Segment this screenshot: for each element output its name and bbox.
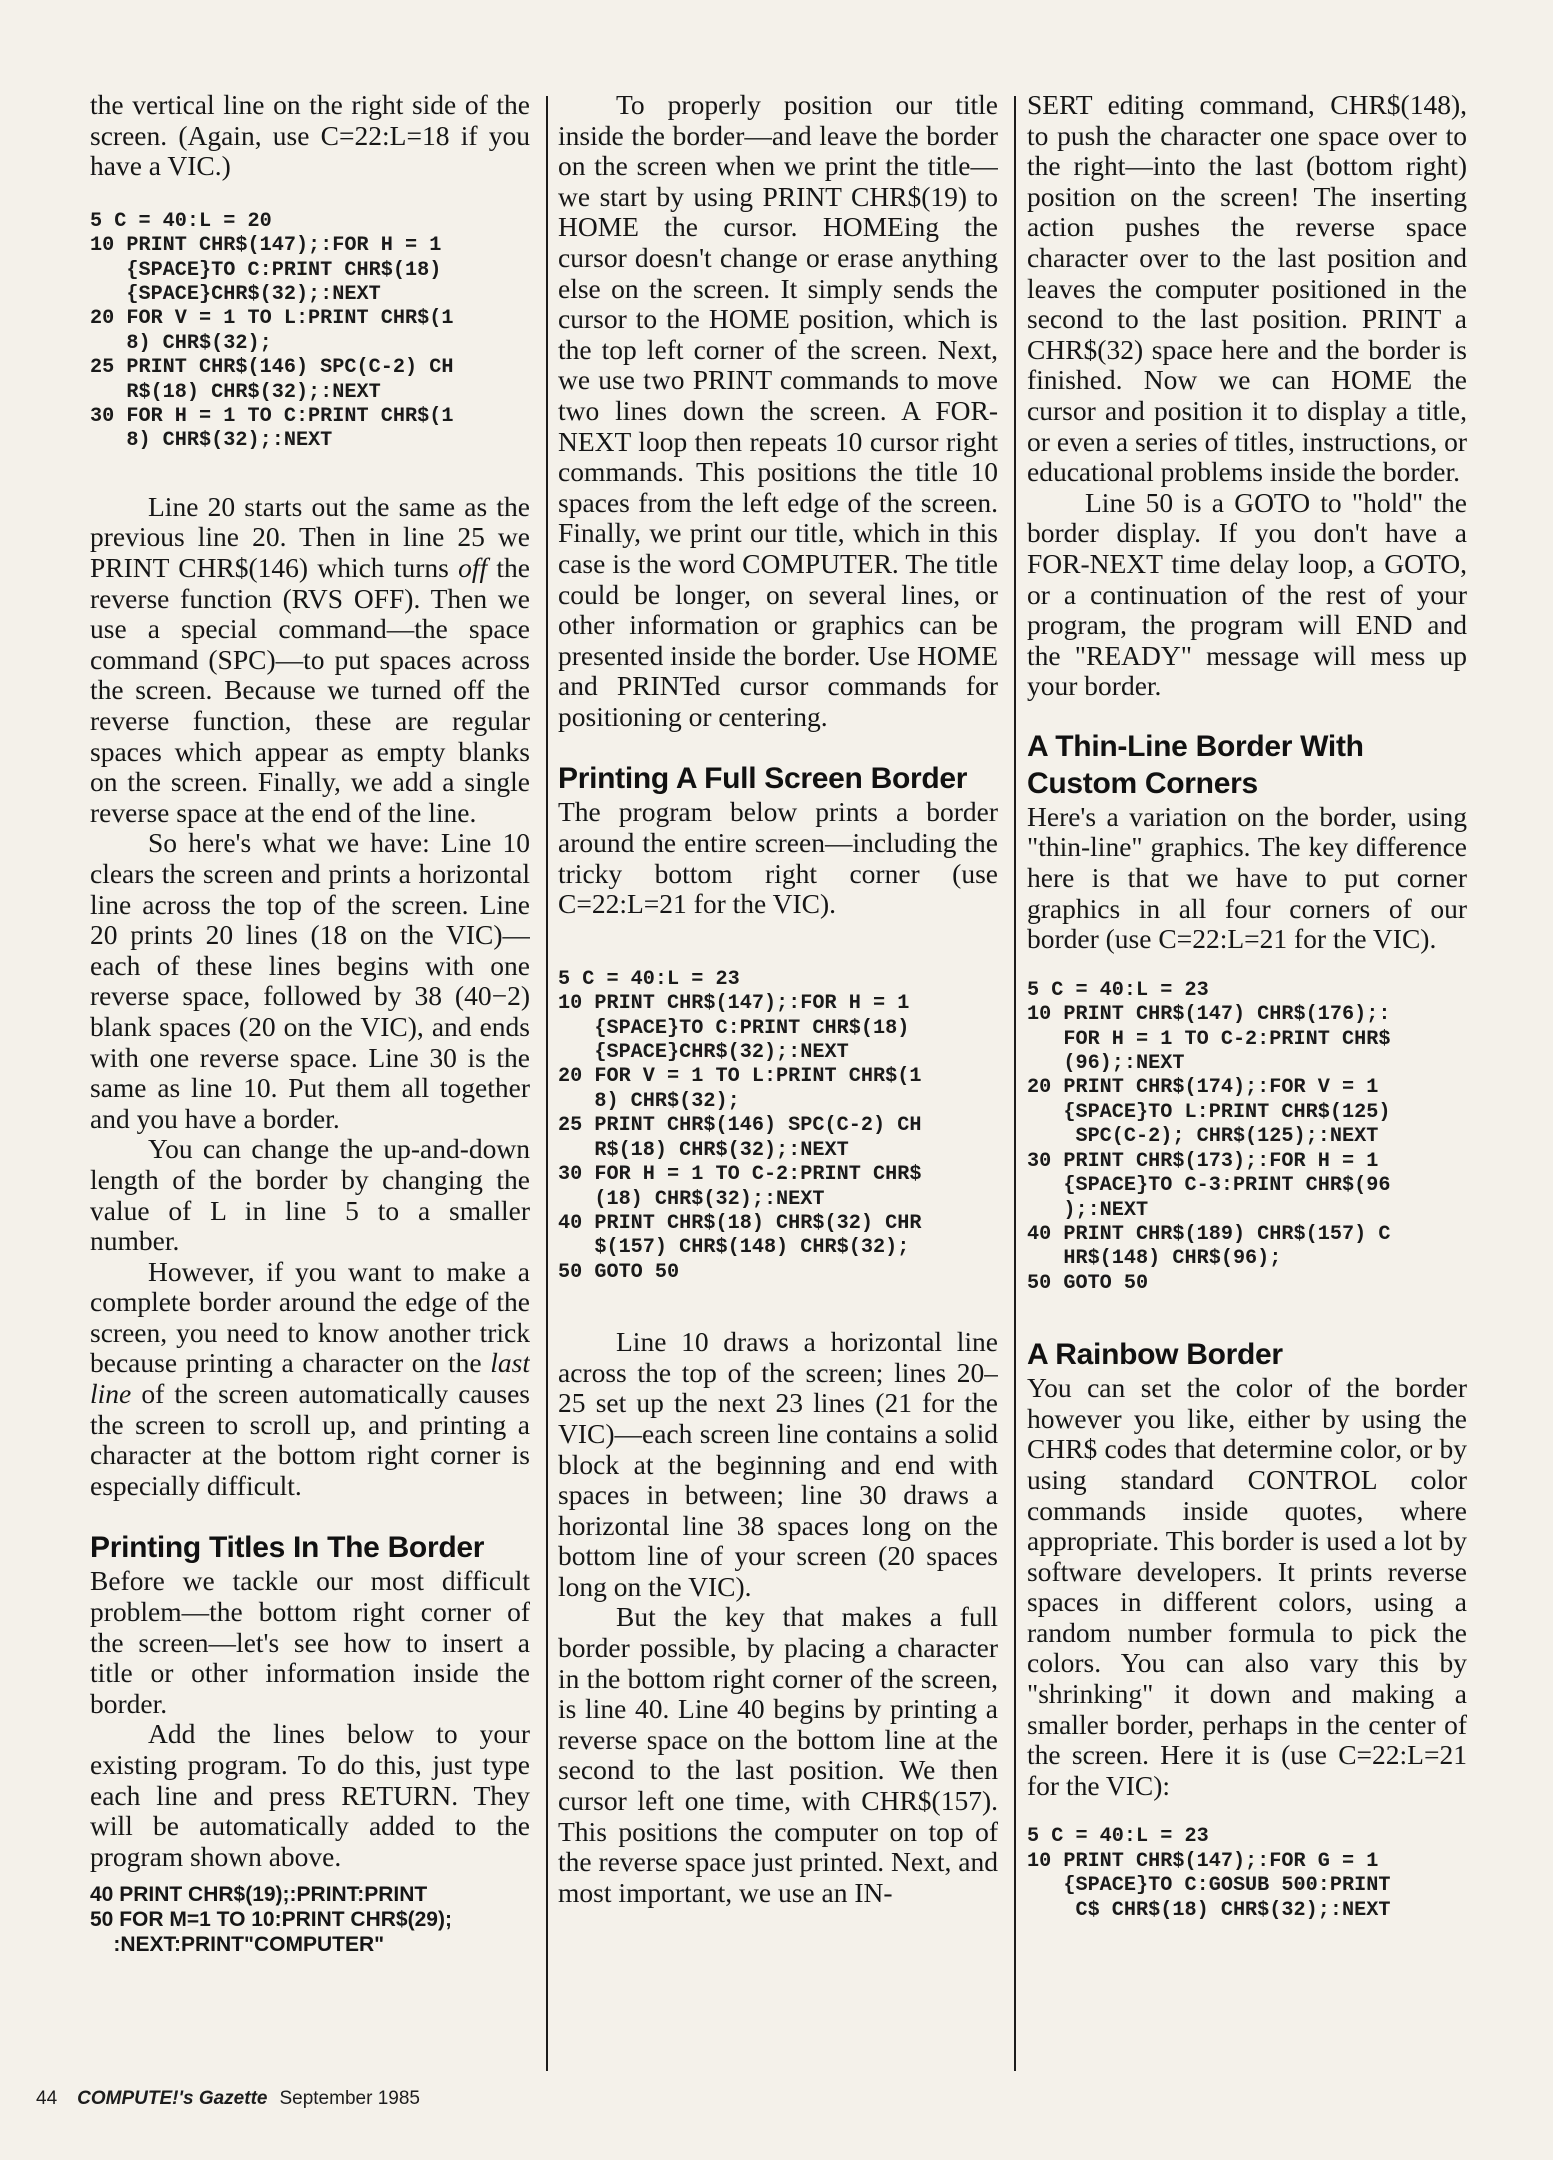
code-listing: 5 C = 40:L = 23 10 PRINT CHR$(147) CHR$(176);: FOR H = 1 TO C-2:PRINT CHR$ (96);:NEXT 20 PRINT CHR$(174);:FOR V = 1 {SPACE}TO L:PRINT CHR$(125) SPC(C-2); CHR$(125);:NEXT 30 PRINT CHR$(173);:FOR H = 1 {SPACE}TO C-3:PRINT CHR$(96 );:NEXT 40 PRINT CHR$(189) CHR$(157) C HR$(148) CHR$(96); 50 GOTO 50 [1027,978,1391,1295]
paragraph: However, if you want to make a complete border around the edge of the screen, you need to know another trick because printing a character on the last line of the screen automatically causes the screen to scroll up, and printing a character at the bottom right corner is especially difficult. [90,1255,530,1501]
paragraph: Before we tackle our most difficult problem—the bottom right corner of the screen—let's see how to insert a title or other information inside the border. [90,1565,530,1719]
paragraph: The program below prints a border around the entire screen—including the tricky bottom right corner (use C=22:L=21 for the VIC). [558,796,998,920]
paragraph: Line 20 starts out the same as the previous line 20. Then in line 25 we PRINT CHR$(146) which turns off the reverse function (RVS OFF). Then we use a special command—the space command (SPC)—to put spaces across the screen. Because we turned off the reverse function, these are regular spaces which appear as empty blanks on the screen. Finally, we add a single reverse space at the end of the line. [90,490,530,828]
column-divider-2 [1014,96,1016,2071]
code-listing: 5 C = 40:L = 23 10 PRINT CHR$(147);:FOR G = 1 {SPACE}TO C:GOSUB 500:PRINT C$ CHR$(18) CHR$(32);:NEXT [1027,1825,1391,1922]
paragraph: Here's a variation on the border, using "thin-line" graphics. The key difference here is that we have to put corner graphics in all four corners of our border (use C=22:L=21 for the VIC). [1027,800,1467,955]
section-heading: A Thin-Line Border With Custom Corners [1027,729,1364,800]
code-listing: 5 C = 40:L = 23 10 PRINT CHR$(147);:FOR H = 1 {SPACE}TO C:PRINT CHR$(18) {SPACE}CHR$(32);:NEXT 20 FOR V = 1 TO L:PRINT CHR$(1 8) CHR$(32); 25 PRINT CHR$(146) SPC(C-2) CH R$(18) CHR$(32);:NEXT 30 FOR H = 1 TO C-2:PRINT CHR$ (18) CHR$(32);:NEXT 40 PRINT CHR$(18) CHR$(32) CHR $(157) CHR$(148) CHR$(32); 50 GOTO 50 [558,967,922,1284]
code-listing: 40 PRINT CHR$(19);:PRINT:PRINT 50 FOR M=1 TO 10:PRINT CHR$(29); :NEXT:PRINT"COMPUTER" [90,1883,452,1957]
paragraph: You can set the color of the border however you like, either by using the CHR$ codes that determine color, or by using standard CONTROL color commands inside quotes, where appropriate. This border is used a lot by software developers. It prints reverse spaces in different colors, using a random number formula to pick the colors. You can also vary this by "shrinking" it down and making a smaller border, perhaps in the center of the screen. Here it is (use C=22:L=21 for the VIC): [1027,1372,1467,1801]
code-listing: 5 C = 40:L = 20 10 PRINT CHR$(147);:FOR H = 1 {SPACE}TO C:PRINT CHR$(18) {SPACE}CHR$(32);:NEXT 20 FOR V = 1 TO L:PRINT CHR$(1 8) CHR$(32); 25 PRINT CHR$(146) SPC(C-2) CH R$(18) CHR$(32);:NEXT 30 FOR H = 1 TO C:PRINT CHR$(1 8) CHR$(32);:NEXT [90,209,454,453]
column-3 [1027,90,1467,2064]
paragraph: To properly position our title inside the border—and leave the border on the screen when we print the title—we start by using PRINT CHR$(19) to HOME the cursor. HOMEing the cursor doesn't change or erase anything else on the screen. It simply sends the cursor to the HOME position, which is the top left corner of the screen. Next, we use two PRINT commands to move two lines down the screen. A FOR-NEXT loop then repeats 10 cursor right commands. This positions the title 10 spaces from the left edge of the screen. Finally, we print our title, which in this case is the word COMPUTER. The title could be longer, on several lines, or other information or graphics can be presented inside the border. Use HOME and PRINTed cursor commands for positioning or centering. [558,90,998,732]
paragraph: Line 10 draws a horizontal line across the top of the screen; lines 20–25 set up the next 23 lines (21 for the VIC)—each screen line contains a solid block at the beginning and end with spaces in between; line 30 draws a horizontal line 38 spaces long on the bottom line of your screen (20 spaces long on the VIC). [558,1326,998,1602]
column-divider-1 [546,96,548,2071]
paragraph: You can change the up-and-down length of the border by changing the value of L in line 5 to a smaller number. [90,1133,530,1257]
column-2 [558,90,998,2064]
column-1 [90,90,530,2064]
section-heading: Printing Titles In The Border [90,1531,485,1565]
section-heading: Printing A Full Screen Border [558,762,968,796]
paragraph: So here's what we have: Line 10 clears the screen and prints a horizontal line across the top of the screen. Line 20 prints 20 lines (18 on the VIC)—each of these lines begins with one reverse space, followed by 38 (40−2) blank spaces (20 on the VIC), and ends with one reverse space. Line 30 is the same as line 10. Put them all together and you have a border. [90,827,530,1134]
page-footer [36,2088,420,2110]
paragraph: Line 50 is a GOTO to "hold" the border display. If you don't have a FOR-NEXT time delay loop, a GOTO, or a continuation of the rest of your program, the program will END and the "READY" message will mess up your border. [1027,486,1467,702]
paragraph: the vertical line on the right side of the screen. (Again, use C=22:L=18 if you have a VIC.) [90,90,530,182]
paragraph: SERT editing command, CHR$(148), to push the character one space over to the right—into the last (bottom right) position on the screen! The inserting action pushes the reverse space character over to the last position and leaves the computer positioned in the second to the last position. PRINT a CHR$(32) space here and the border is finished. Now we can HOME the cursor and position it to display a title, or even a series of titles, instructions, or educational problems inside the border. [1027,90,1467,488]
paragraph: But the key that makes a full border possible, by placing a character in the bottom right corner of the screen, is line 40. Line 40 begins by printing a reverse space on the bottom line at the second to the last position. We then cursor left one time, with CHR$(157). This positions the computer on top of the reverse space just printed. Next, and most important, we use an IN- [558,1601,998,1908]
section-heading: A Rainbow Border [1027,1338,1283,1372]
issue-date: September 1985 [279,2088,420,2109]
page-number: 44 [36,2088,58,2109]
paragraph: Add the lines below to your existing program. To do this, just type each line and press RETURN. They will be automatically added to the program shown above. [90,1718,530,1872]
publication-name: COMPUTE!'s Gazette [77,2088,268,2109]
